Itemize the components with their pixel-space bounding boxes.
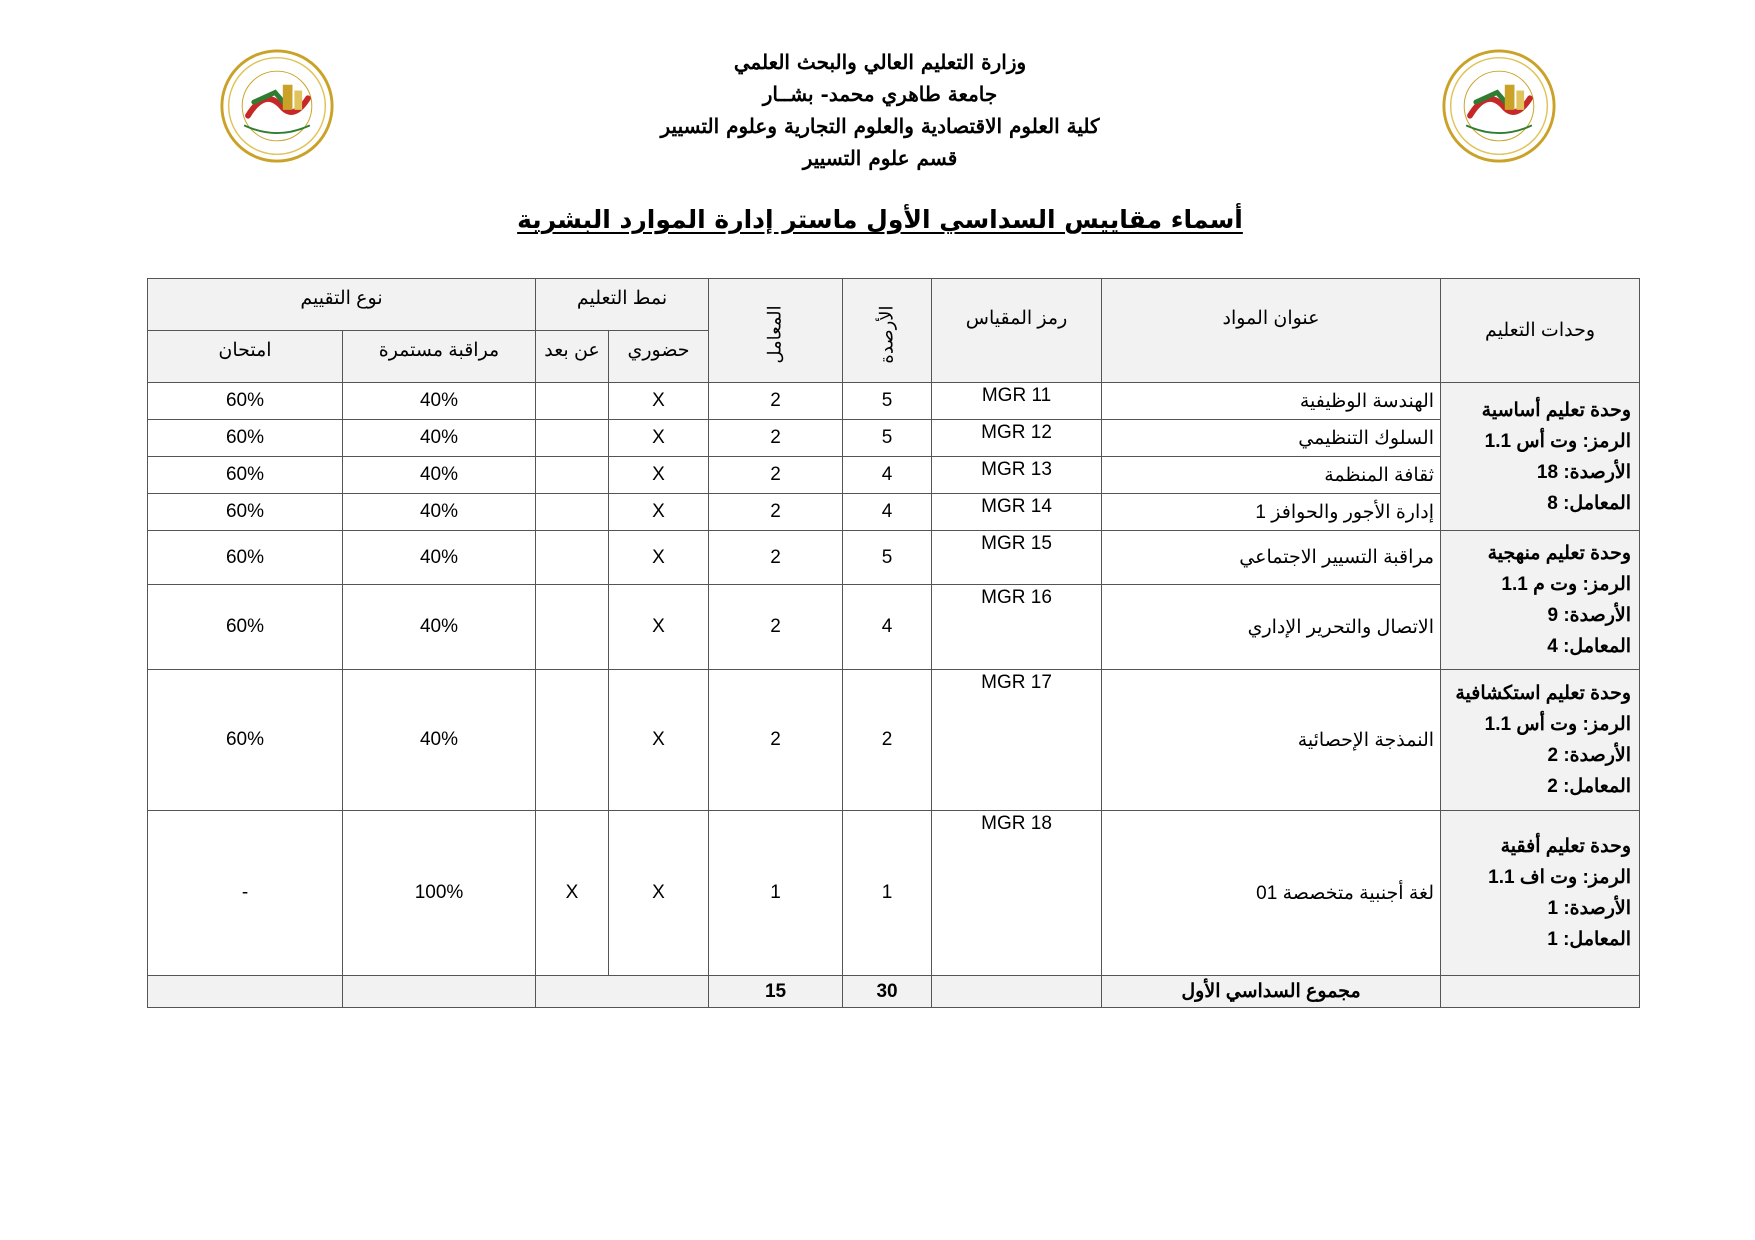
total-label: مجموع السداسي الأول <box>1102 976 1441 1008</box>
header-credits: الأرصدة <box>843 279 932 383</box>
unit-cell-methodology: وحدة تعليم منهجية الرمز: وت م 1.1 الأرصدة: 9 المعامل: 4 <box>1441 531 1640 670</box>
header-coef: المعامل <box>709 279 843 383</box>
faculty-logo-right <box>1441 48 1557 164</box>
document-title: أسماء مقاييس السداسي الأول ماستر إدارة الموارد البشرية <box>517 205 1243 234</box>
department-line: قسم علوم التسيير <box>802 146 958 170</box>
table-row: وحدة تعليم منهجية الرمز: وت م 1.1 الأرصدة: 9 المعامل: 4 مراقبة التسيير الاجتماعي MGR 15 5 2 X 40% 60% <box>148 531 1640 585</box>
unit-cell-horizontal: وحدة تعليم أفقية الرمز: وت اف 1.1 الأرصدة: 1 المعامل: 1 <box>1441 811 1640 976</box>
ministry-line: وزارة التعليم العالي والبحث العلمي <box>733 50 1027 74</box>
table-row: وحدة تعليم أفقية الرمز: وت اف 1.1 الأرصدة: 1 المعامل: 1 لغة أجنبية متخصصة 01 MGR 18 1 1 X X 100% - <box>148 811 1640 976</box>
table-row: الاتصال والتحرير الإداري MGR 16 4 2 X 40% 60% <box>148 585 1640 670</box>
header-units: وحدات التعليم <box>1441 279 1640 383</box>
table-row: ثقافة المنظمة MGR 13 4 2 X 40% 60% <box>148 457 1640 494</box>
modules-table <box>147 278 1640 1008</box>
table-row: وحدة تعليم استكشافية الرمز: وت أس 1.1 الأرصدة: 2 المعامل: 2 النمذجة الإحصائية MGR 17 2 2 X 40% 60% <box>148 670 1640 811</box>
header-continuous: مراقبة مستمرة <box>343 331 536 383</box>
header-distance: عن بعد <box>536 331 609 383</box>
header-presential: حضوري <box>609 331 709 383</box>
total-coef: 15 <box>709 976 843 1008</box>
table-row: السلوك التنظيمي MGR 12 5 2 X 40% 60% <box>148 420 1640 457</box>
unit-cell-core: وحدة تعليم أساسية الرمز: وت أس 1.1 الأرصدة: 18 المعامل: 8 <box>1441 383 1640 531</box>
header-mode: نمط التعليم <box>536 279 709 331</box>
faculty-line: كلية العلوم الاقتصادية والعلوم التجارية وعلوم التسيير <box>660 114 1100 138</box>
table-row: وحدة تعليم أساسية الرمز: وت أس 1.1 الأرصدة: 18 المعامل: 8 الهندسة الوظيفية MGR 11 5 2 X 40% 60% <box>148 383 1640 420</box>
header-code: رمز المقياس <box>932 279 1102 383</box>
total-credits: 30 <box>843 976 932 1008</box>
header-eval: نوع التقييم <box>148 279 536 331</box>
unit-cell-exploratory: وحدة تعليم استكشافية الرمز: وت أس 1.1 الأرصدة: 2 المعامل: 2 <box>1441 670 1640 811</box>
total-row <box>148 976 1640 1008</box>
header-exam: امتحان <box>148 331 343 383</box>
university-line: جامعة طاهري محمد- بشــار <box>762 82 998 106</box>
header-subject: عنوان المواد <box>1102 279 1441 383</box>
faculty-logo-left <box>219 48 335 164</box>
table-row: إدارة الأجور والحوافز 1 MGR 14 4 2 X 40% 60% <box>148 494 1640 531</box>
document-header <box>600 46 1160 174</box>
